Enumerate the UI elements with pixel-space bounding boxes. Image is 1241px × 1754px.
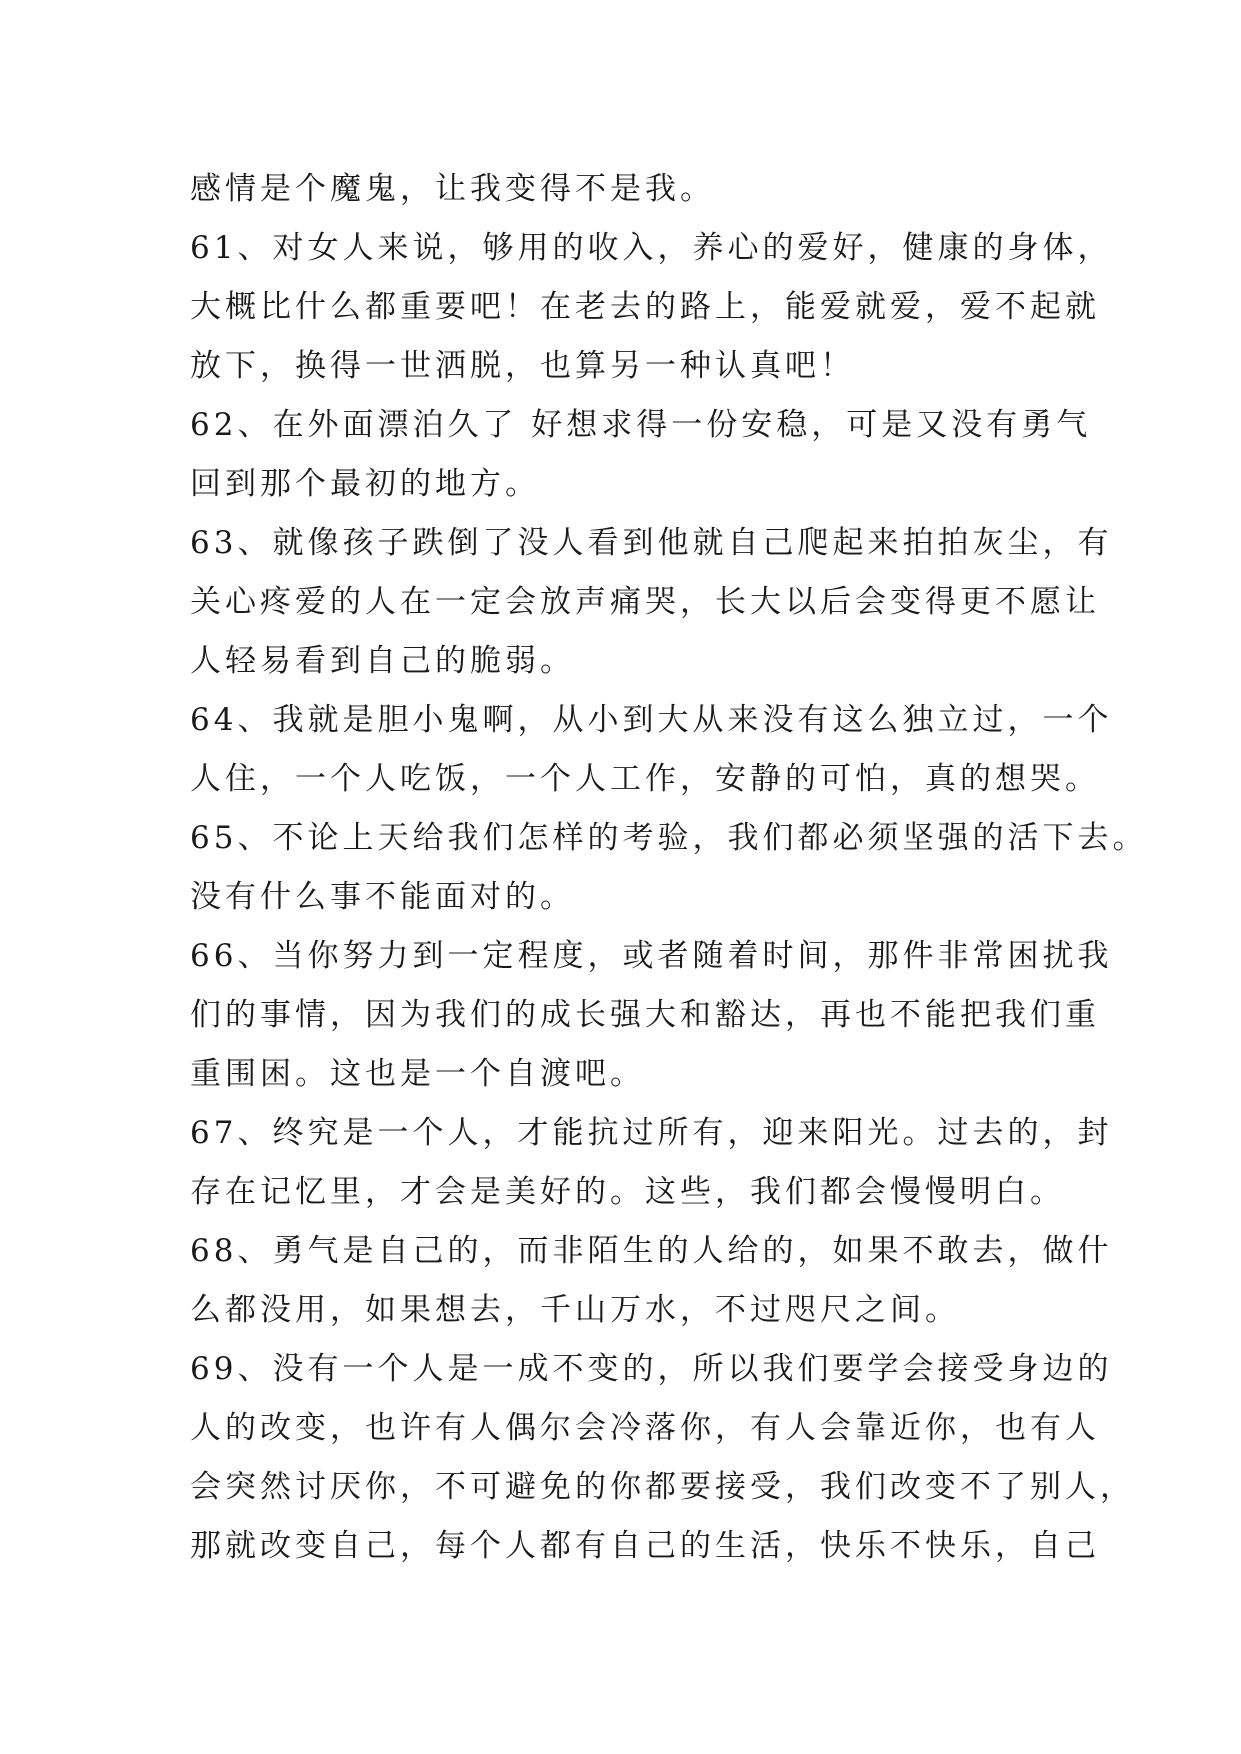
document-body (190, 160, 1148, 1576)
text-line: 存在记忆里，才会是美好的。这些，我们都会慢慢明白。 (190, 1174, 1065, 1210)
text-line: 回到那个最初的地方。 (190, 466, 540, 502)
text-line: 61、对女人来说，够用的收入，养心的爱好，健康的身体， (190, 230, 1113, 266)
text-line: 64、我就是胆小鬼啊，从小到大从来没有这么独立过，一个 (190, 702, 1113, 738)
text-line: 们的事情，因为我们的成长强大和豁达，再也不能把我们重 (190, 997, 1100, 1033)
text-line: 人的改变，也许有人偶尔会冷落你，有人会靠近你，也有人 (190, 1410, 1100, 1446)
text-line: 66、当你努力到一定程度，或者随着时间，那件非常困扰我 (190, 938, 1113, 974)
text-line: 63、就像孩子跌倒了没人看到他就自己爬起来拍拍灰尘，有 (190, 525, 1113, 561)
text-line: 67、终究是一个人，才能抗过所有，迎来阳光。过去的，封 (190, 1115, 1113, 1151)
text-line: 69、没有一个人是一成不变的，所以我们要学会接受身边的 (190, 1351, 1113, 1387)
text-line: 么都没用，如果想去，千山万水，不过咫尺之间。 (190, 1292, 960, 1328)
text-line: 会突然讨厌你，不可避免的你都要接受，我们改变不了别人， (190, 1469, 1135, 1505)
text-line: 重围困。这也是一个自渡吧。 (190, 1056, 645, 1092)
text-line: 62、在外面漂泊久了 好想求得一份安稳，可是又没有勇气 (190, 407, 1092, 443)
text-line: 人轻易看到自己的脆弱。 (190, 643, 575, 679)
text-line: 关心疼爱的人在一定会放声痛哭，长大以后会变得更不愿让 (190, 584, 1100, 620)
text-line: 放下，换得一世洒脱，也算另一种认真吧！ (190, 348, 855, 384)
text-line: 没有什么事不能面对的。 (190, 879, 575, 915)
text-line: 65、不论上天给我们怎样的考验，我们都必须坚强的活下去。 (190, 820, 1148, 856)
text-line: 大概比什么都重要吧！在老去的路上，能爱就爱，爱不起就 (190, 289, 1100, 325)
text-line: 感情是个魔鬼，让我变得不是我。 (190, 171, 715, 207)
text-line: 那就改变自己，每个人都有自己的生活，快乐不快乐，自己 (190, 1528, 1100, 1564)
text-line: 68、勇气是自己的，而非陌生的人给的，如果不敢去，做什 (190, 1233, 1113, 1269)
text-line: 人住，一个人吃饭，一个人工作，安静的可怕，真的想哭。 (190, 761, 1100, 797)
